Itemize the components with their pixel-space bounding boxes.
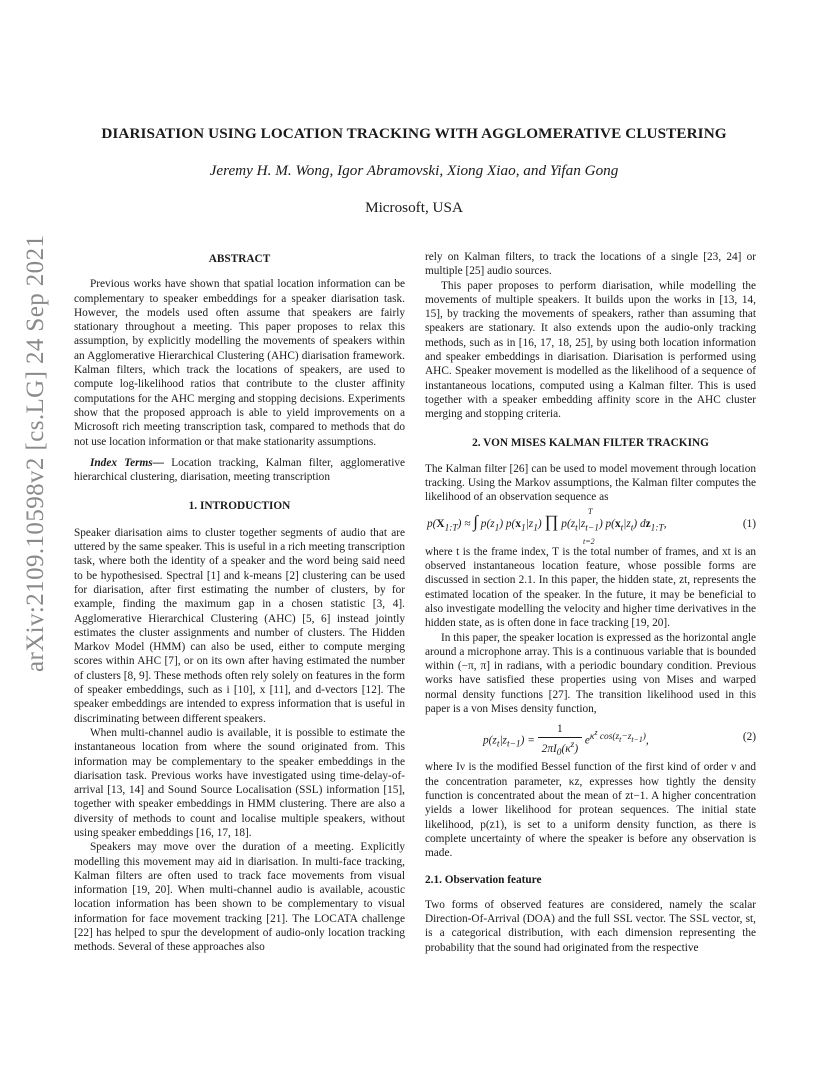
intro-paragraph-1: Speaker diarisation aims to cluster together segments of audio that are uttered by the same speaker. This is useful in a rich meeting transcription task, where both the identity of a speaker and the word being said need to be hypothesised. Spectral [1] and k-means [2] clustering can be used for diarisation, after first estimating the number of clusters, by for example, finding the maximum gap in a chosen statistic [3, 4]. Agglomerative Hierarchical Clustering (AHC) [5, 6] instead jointly estimates the cluster assignments and number of clusters. The Hidden Markov Model (HMM) can also be used, either to compute merging scores within AHC [7], or on its own after having estimated the number of clusters [8, 9]. These methods often rely solely on features in the form of speaker embeddings, such as i [10], x [11], and d-vectors [12]. The speaker embeddings are intended to express information that is useful in discriminating between different speakers.	[74, 526, 405, 725]
index-terms	[74, 456, 405, 485]
paper-affiliation: Microsoft, USA	[365, 199, 463, 216]
index-terms-label: Index Terms—	[90, 456, 165, 469]
left-column	[74, 252, 405, 955]
paper-authors: Jeremy H. M. Wong, Igor Abramovski, Xiong Xiao, and Yifan Gong	[209, 162, 619, 179]
intro-paragraph-3-continued: rely on Kalman filters, to track the locations of a single [23, 24] or multiple [25] audio sources.	[425, 251, 756, 278]
introduction-heading: 1. INTRODUCTION	[188, 500, 291, 513]
equation-1-product-upper: T	[588, 506, 593, 516]
intro-paragraph-2: When multi-channel audio is available, it is possible to estimate the instantaneous location from where the sound originated from. This information may be complementary to the speaker embeddings in the diarisation task. Previous works have investigated using time-delay-of-arrival [13, 14] and Sound Source Localisation (SSL) information [15], together with speaker embeddings in HMM clustering. There are also a diversity of methods to count and localise multiple speakers, without using speaker embeddings [16, 17, 18].	[74, 726, 405, 839]
equation-1-product-lower: t=2	[583, 536, 595, 546]
equation-1-number: (1)	[742, 517, 756, 530]
section-2-paragraph-3: In this paper, the speaker location is expressed as the horizontal angle around a microphone array. This is a continuous variable that is bounded within (−π, π] in radians, with a periodic boundary condition. Previous works have satisfied these properties using von Mises and warped normal density functions [27]. The transition likelihood used in this paper is a von Mises density function,	[425, 631, 756, 716]
right-column	[425, 250, 756, 955]
subsection-2-1-heading: 2.1. Observation feature	[425, 874, 542, 887]
arxiv-identifier-stamp: arXiv:2109.10598v2 [cs.LG] 24 Sep 2021	[22, 234, 49, 672]
section-2-heading: 2. VON MISES KALMAN FILTER TRACKING	[472, 436, 709, 449]
subsection-2-1-paragraph-1: Two forms of observed features are considered, namely the scalar Direction-Of-Arrival (DOA) and the full SSL vector. The SSL vector, st, is a categorical distribution, with each dimension representing the probability that the sound had originated from the respective	[425, 898, 756, 954]
index-terms-text: Location tracking, Kalman filter, agglomerative hierarchical clustering, diarisation, meeting transcription	[74, 456, 405, 484]
equation-2-body: $p(z_t|z_{t-1})$ = $\frac{1}{2\pi I_0(\kappa^z)}$ $e^{\kappa^z cos(z_t-z_{t-1})}$,	[483, 723, 649, 758]
equation-1-body: $p(X_{1:T})$ ≈ ∫ $p(z_1)$ $p(x_1|z_1)$ ∏ $p(z_t|z_{t-1})$ $p(x_t|z_t)$ $dz_{1:T}$,	[427, 511, 667, 533]
abstract-text: Previous works have shown that spatial location information can be complementary to speaker embeddings for a speaker diarisation task. However, the models used often assume that speakers are fairly stationary throughout a meeting. This paper proposes to relax this assumption, by explicitly modelling the movements of speakers within an Agglomerative Hierarchical Clustering (AHC) diarisation framework. Kalman filters, which track the locations of speakers, are used to compute log-likelihood ratios that contribute to the cluster affinity computations for the AHC merging and stopping decisions. Experiments show that the proposed approach is able to yield improvements on a Microsoft rich meeting transcription task, compared to methods that do not use location information or that make stationarity assumptions.	[74, 278, 405, 448]
section-2-paragraph-2: where t is the frame index, T is the total number of frames, and xt is an observed instantaneous location feature, whose possible forms are discussed in section 2.1. In this paper, the hidden state, zt, represents the estimated location of the speaker. In the future, it may be beneficial to also investigate modelling the velocity and higher time derivatives in the hidden state, as is often done in face tracking [19, 20].	[425, 545, 756, 630]
equation-2	[425, 716, 756, 760]
section-2-paragraph-1: The Kalman filter [26] can be used to model movement through location tracking. Using the Markov assumptions, the Kalman filter computes the likelihood of an observation sequence as	[425, 462, 756, 504]
equation-1	[425, 505, 756, 545]
intro-paragraph-3: Speakers may move over the duration of a meeting. Explicitly modelling this movement may aid in diarisation. In multi-face tracking, Kalman filters are often used to track face movements from visual information [19, 20]. When multi-channel audio is available, acoustic location information has been shown to be complementary to visual information for face movement tracking [21]. The LOCATA challenge [22] has helped to spur the development of audio-only location tracking methods. Several of these approaches also	[74, 841, 405, 954]
section-2-paragraph-4: where Iν is the modified Bessel function of the first kind of order ν and the concentration parameter, κz, expresses how tightly the density function is concentrated about the mean of zt−1. A higher concentration yields a lower likelihood for protean sequences. The initial state likelihood, p(z1), is set to a uniform density function, as there is complete uncertainty of where the speaker is before any observation is made.	[425, 761, 756, 860]
abstract-heading: ABSTRACT	[208, 253, 271, 265]
intro-paragraph-4: This paper proposes to perform diarisation, while modelling the movements of multiple speakers. It builds upon the works in [13, 14, 15], by tracking the movements of speakers, rather than assuming that speakers are stationary. It also extends upon the audio-only tracking methods, such as in [16, 17, 18, 25], by using both location information and speaker embeddings in diarisation. Diarisation is performed using AHC. Speaker movement is modelled as the likelihood of a sequence of instantaneous locations, computed using a Kalman filter. This is used together with a speaker embedding affinity score in the AHC cluster merging and stopping criteria.	[425, 279, 756, 421]
paper-title: DIARISATION USING LOCATION TRACKING WITH AGGLOMERATIVE CLUSTERING	[101, 125, 727, 142]
equation-2-number: (2)	[742, 731, 756, 744]
